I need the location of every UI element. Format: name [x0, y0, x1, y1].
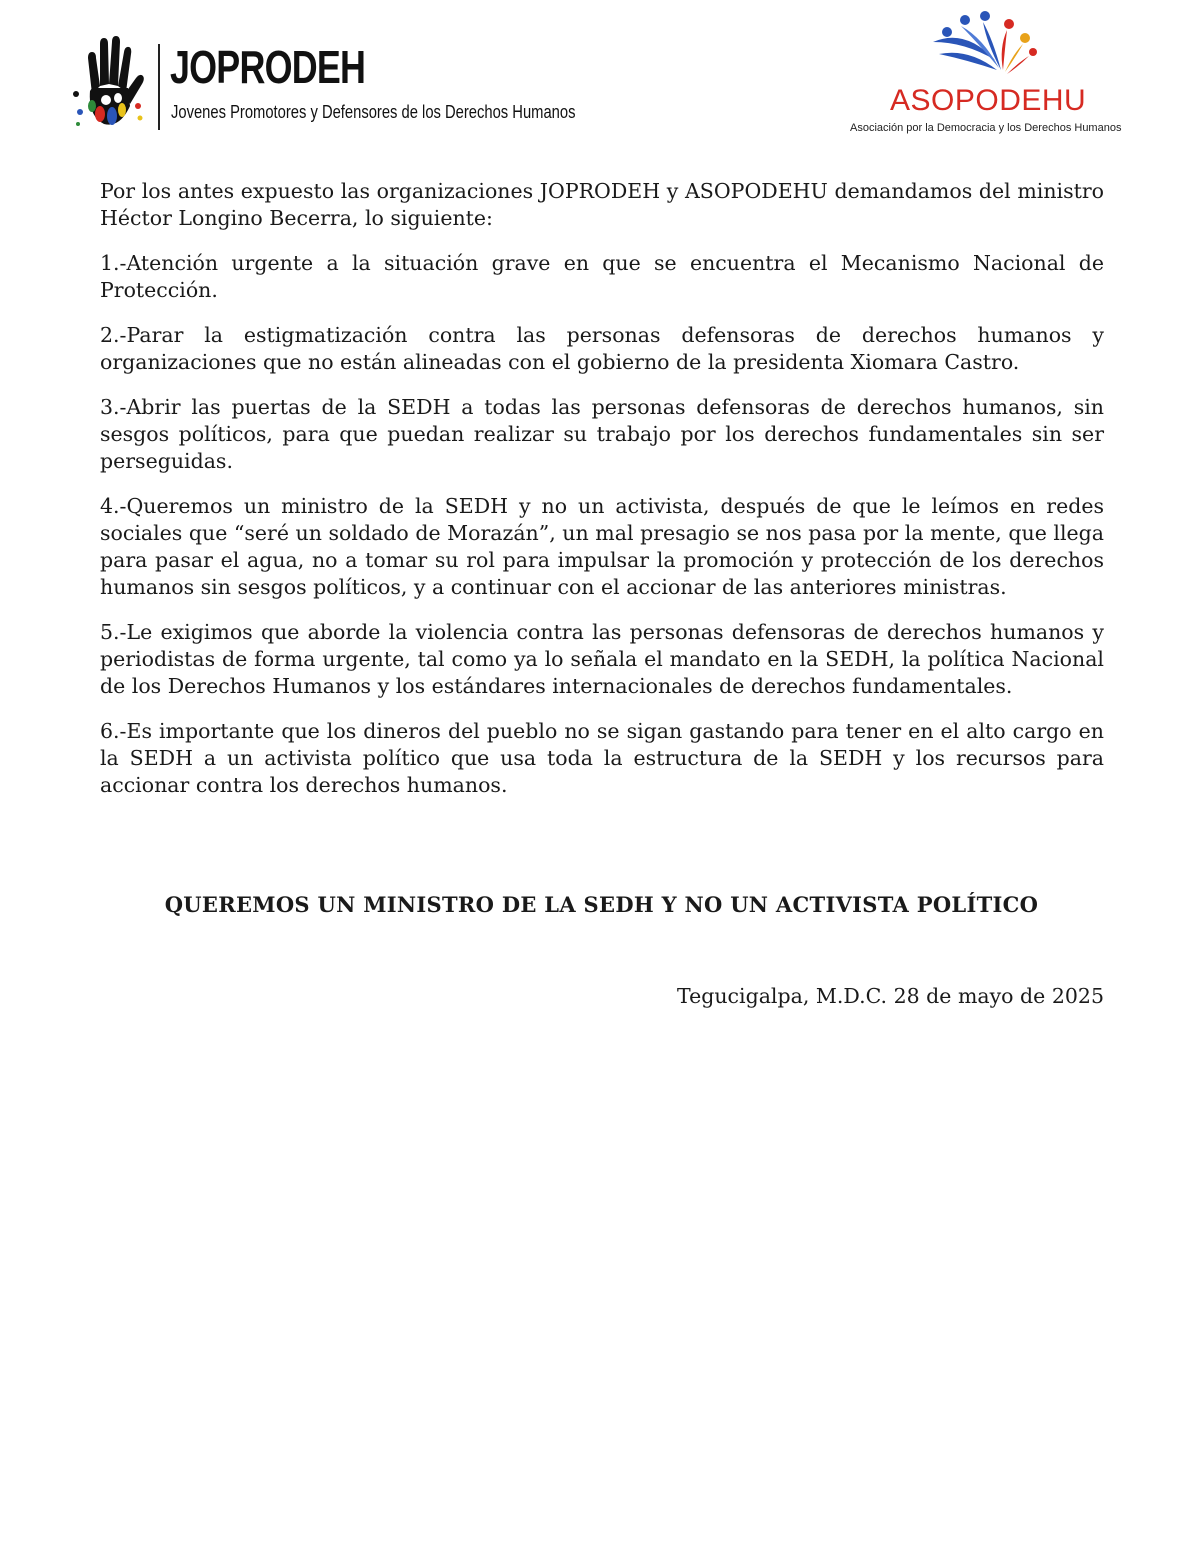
- demand-5: 5.-Le exigimos que aborde la violencia contra las personas defensoras de derechos humanos y periodistas de forma urgente, tal como ya lo señala el mandato en la SEDH, la política Nacional de los Derechos Humanos y los estándares internacionales de derechos fundamentales.: [100, 620, 1104, 698]
- letterhead: [0, 0, 1200, 150]
- intro-paragraph: Por los antes expuesto las organizaciones JOPRODEH y ASOPODEHU demandamos del ministro Héctor Longino Becerra, lo siguiente:: [100, 179, 1104, 230]
- joprodeh-name: JOPRODEH: [170, 41, 366, 93]
- demand-1: 1.-Atención urgente a la situación grave en que se encuentra el Mecanismo Nacional de Protección.: [100, 251, 1104, 302]
- place-and-date: Tegucigalpa, M.D.C. 28 de mayo de 2025: [677, 984, 1104, 1008]
- joprodeh-logo: [70, 36, 590, 131]
- demand-6: 6.-Es importante que los dineros del pueblo no se sigan gastando para tener en el alto cargo en la SEDH a un activista político que usa toda la estructura de la SEDH y los recursos para accionar contra los derechos humanos.: [100, 719, 1104, 797]
- people-figures-icon: [925, 8, 1045, 88]
- painted-hand-icon: [70, 36, 150, 131]
- asopodehu-logo: [840, 8, 1150, 138]
- demand-3: 3.-Abrir las puertas de la SEDH a todas las personas defensoras de derechos humanos, sin sesgos políticos, para que puedan realizar su trabajo por los derechos fundamentales sin ser perseguidas.: [100, 395, 1104, 473]
- closing-statement: [0, 892, 1200, 917]
- asopodehu-name: ASOPODEHU: [890, 84, 1087, 117]
- logo-divider: [158, 44, 160, 130]
- demand-4: 4.-Queremos un ministro de la SEDH y no un activista, después de que le leímos en redes sociales que “seré un soldado de Morazán”, un mal presagio se nos pasa por la mente, que llega para pasar el agua, no a tomar su rol para impulsar la promoción y protección de los derechos humanos sin sesgos políticos, y a continuar con el accionar de las anteriores ministras.: [100, 494, 1104, 599]
- joprodeh-subtitle: Jovenes Promotores y Defensores de los Derechos Humanos: [171, 102, 576, 122]
- letter-body: [100, 178, 1104, 817]
- asopodehu-subtitle: Asociación por la Democracia y los Derechos Humanos: [850, 122, 1122, 134]
- demand-2: 2.-Parar la estigmatización contra las personas defensoras de derechos humanos y organizaciones que no están alineadas con el gobierno de la presidenta Xiomara Castro.: [100, 323, 1104, 374]
- closing-statement-text: QUEREMOS UN MINISTRO DE LA SEDH Y NO UN ACTIVISTA POLÍTICO: [164, 892, 1039, 917]
